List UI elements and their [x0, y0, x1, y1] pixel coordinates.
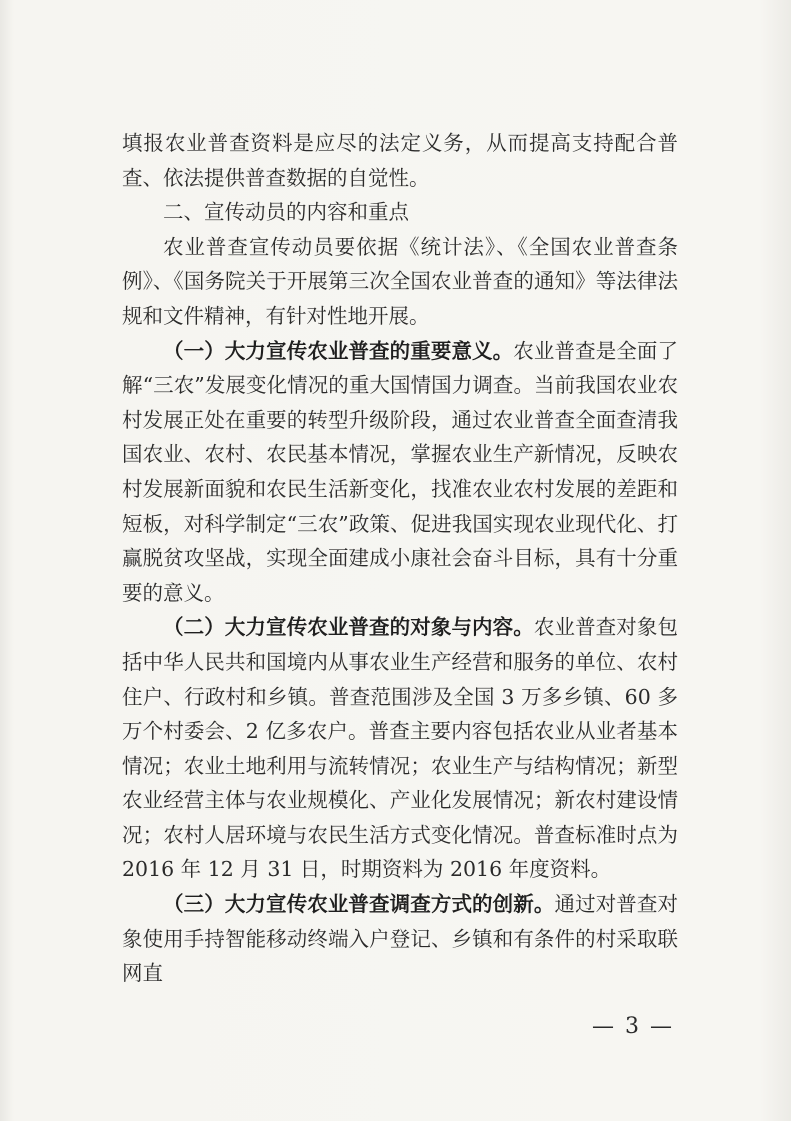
paragraph-method [122, 887, 678, 991]
body-text [122, 126, 678, 991]
paragraph-text: 农业普查是全面了解“三农”发展变化情况的重大国情国力调查。当前我国农业农村发展正处在重要的转型升级阶段，通过农业普查全面查清我国农业、农村、农民基本情况，掌握农业生产新情况，反映农村发展新面貌和农民生活新变化，找准农业农村发展的差距和短板，对科学制定“三农”政策、促进我国实现农业现代化、打赢脱贫攻坚战，实现全面建成小康社会奋斗目标，具有十分重要的意义。 [122, 338, 679, 605]
paragraph-text: 农业普查对象包括中华人民共和国境内从事农业生产经营和服务的单位、农村住户、行政村和乡镇。普查范围涉及全国 3 万多乡镇、60 多万个村委会、2 亿多农户。普查主要内容包括农业从业者基本情况；农业土地利用与流转情况；农业生产与结构情况；新型农业经营主体与农业规模化、产业化发展情况；新农村建设情况；农村人居环境与农民生活方式变化情况。普查标准时点为 2016 年 12 月 31 日，时期资料为 2016 年度资料。 [122, 615, 678, 882]
paragraph-text: 农业普查宣传动员要依据《统计法》、《全国农业普查条例》、《国务院关于开展第三次全国农业普查的通知》等法律法规和文件精神，有针对性地开展。 [122, 234, 678, 328]
section-heading-text: 二、宣传动员的内容和重点 [163, 200, 409, 225]
paragraph-lead: （一）大力宣传农业普查的重要意义。 [163, 338, 514, 363]
paragraph-lead: （三）大力宣传农业普查调查方式的创新。 [163, 892, 555, 917]
paragraph-intro [122, 230, 678, 334]
section-heading [122, 195, 678, 230]
paragraph-lead: （二）大力宣传农业普查的对象与内容。 [163, 615, 534, 640]
paragraph-continuation [122, 126, 678, 195]
paragraph-text: 通过对普查对象使用手持智能移动终端入户登记、乡镇和有条件的村采取联网直 [122, 892, 679, 986]
paragraph-text: 填报农业普查资料是应尽的法定义务，从而提高支持配合普查、依法提供普查数据的自觉性。 [122, 131, 678, 190]
paragraph-significance [122, 334, 678, 611]
page-number: — 3 — [592, 1014, 674, 1039]
paragraph-scope [122, 610, 678, 887]
